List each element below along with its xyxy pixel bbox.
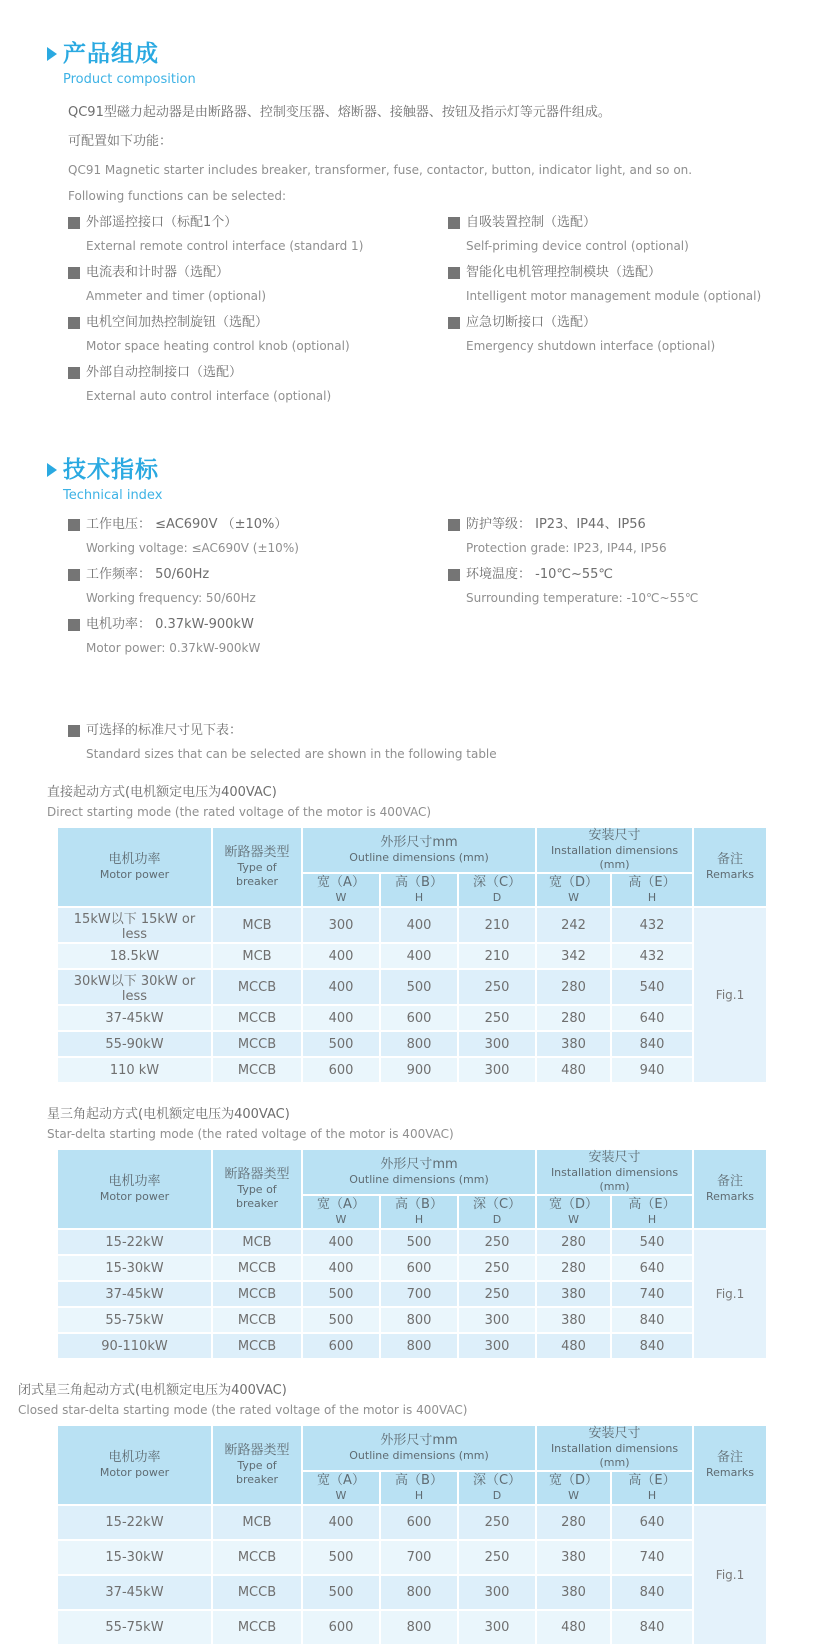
square-bullet-icon [448, 569, 460, 581]
table-header-cell: 宽（A） W [302, 1195, 380, 1229]
remark-cell: Fig.1 [693, 1505, 767, 1645]
square-bullet-icon [68, 317, 80, 329]
table-cell: MCB [212, 1229, 302, 1255]
triangle-bullet-icon [47, 463, 57, 477]
feature-item [448, 566, 830, 606]
table-header-cell: 外形尺寸mm Outline dimensions (mm) [302, 1149, 536, 1195]
feature-item [448, 214, 830, 254]
square-bullet-icon [68, 267, 80, 279]
table-note [68, 722, 830, 762]
table-cell: 37-45kW [57, 1575, 212, 1610]
table-cell: 342 [536, 943, 611, 969]
feature-label-cn: 环境温度： -10℃~55℃ [466, 567, 613, 582]
table-title-cn: 闭式星三角起动方式(电机额定电压为400VAC) [18, 1383, 287, 1398]
table-cell: MCB [212, 943, 302, 969]
table-header-cell: 高（E） H [611, 1471, 693, 1505]
feature-label-cn: 应急切断接口（选配） [466, 315, 597, 330]
feature-label-en: External auto control interface (optional) [86, 389, 332, 403]
table-cell: 500 [302, 1031, 380, 1057]
dimension-table-star-delta [56, 1148, 768, 1360]
square-bullet-icon [68, 569, 80, 581]
table-cell: 210 [458, 943, 536, 969]
feature-label-cn: 电流表和计时器（选配） [86, 265, 230, 280]
table-cell: 500 [302, 1540, 380, 1575]
table-header-cell: 备注 Remarks [693, 1149, 767, 1229]
table-title-en: Star-delta starting mode (the rated voltage of the motor is 400VAC) [47, 1127, 454, 1141]
table-header-cell: 高（B） H [380, 873, 458, 907]
table-cell: 300 [458, 1610, 536, 1645]
feature-item [68, 264, 448, 304]
triangle-bullet-icon [47, 47, 57, 61]
feature-item [68, 616, 448, 656]
table-header-cell: 断路器类型 Type of breaker [212, 1149, 302, 1229]
spec-column-right [448, 516, 830, 666]
feature-label-cn: 自吸装置控制（选配） [466, 215, 597, 230]
table-3-title [18, 1382, 830, 1418]
table-cell: MCCB [212, 1281, 302, 1307]
table-cell: 250 [458, 1505, 536, 1540]
table-note-en: Standard sizes that can be selected are shown in the following table [86, 747, 497, 761]
table-cell: 600 [302, 1610, 380, 1645]
feature-label-cn: 外部遥控接口（标配1个） [86, 215, 238, 230]
table-cell: 400 [302, 1229, 380, 1255]
table-cell: 400 [302, 1505, 380, 1540]
table-row [57, 1005, 767, 1031]
table-header-cell: 宽（A） W [302, 1471, 380, 1505]
table-cell: 380 [536, 1307, 611, 1333]
table-header-cell: 断路器类型 Type of breaker [212, 1425, 302, 1505]
table-cell: 280 [536, 1505, 611, 1540]
table-row [57, 1229, 767, 1255]
table-cell: 500 [302, 1281, 380, 1307]
table-cell: MCCB [212, 969, 302, 1005]
table-row [57, 1333, 767, 1359]
table-header-cell: 安装尺寸 Installation dimensions (mm) [536, 1149, 693, 1195]
table-row [57, 1307, 767, 1333]
table-cell: 840 [611, 1031, 693, 1057]
square-bullet-icon [448, 217, 460, 229]
table-header-cell: 电机功率 Motor power [57, 827, 212, 907]
table-cell: 380 [536, 1575, 611, 1610]
table-cell: MCCB [212, 1610, 302, 1645]
table-cell: 37-45kW [57, 1281, 212, 1307]
table-cell: 300 [458, 1575, 536, 1610]
table-header-cell: 宽（D） W [536, 1471, 611, 1505]
feature-label-cn: 工作电压： ≤AC690V （±10%） [86, 517, 288, 532]
table-cell: 700 [380, 1281, 458, 1307]
table-2-title [47, 1106, 830, 1142]
square-bullet-icon [68, 519, 80, 531]
feature-item [68, 314, 448, 354]
table-header-cell: 备注 Remarks [693, 827, 767, 907]
table-cell: 480 [536, 1610, 611, 1645]
table-cell: 400 [302, 943, 380, 969]
section-product-composition-head [47, 40, 830, 88]
table-cell: 480 [536, 1333, 611, 1359]
table-cell: 400 [302, 969, 380, 1005]
table-cell: 55-90kW [57, 1031, 212, 1057]
dimension-table-closed-star-delta [56, 1424, 768, 1646]
table-cell: MCCB [212, 1057, 302, 1083]
table-cell: 800 [380, 1333, 458, 1359]
table-title-cn: 星三角起动方式(电机额定电压为400VAC) [47, 1107, 290, 1122]
table-cell: 15-22kW [57, 1505, 212, 1540]
intro-line-en: QC91 Magnetic starter includes breaker, transformer, fuse, contactor, button, indicator light, and so on. [68, 163, 693, 177]
table-cell: 500 [302, 1575, 380, 1610]
table-cell: MCCB [212, 1307, 302, 1333]
section-title-cn: 产品组成 [63, 41, 159, 67]
table-header-cell: 高（B） H [380, 1471, 458, 1505]
table-cell: 250 [458, 1229, 536, 1255]
table-cell: 740 [611, 1540, 693, 1575]
table-cell: MCCB [212, 1575, 302, 1610]
feature-column-left [68, 214, 448, 414]
table-row [57, 1255, 767, 1281]
table-cell: 700 [380, 1540, 458, 1575]
table-header-cell: 安装尺寸 Installation dimensions (mm) [536, 1425, 693, 1471]
table-row [57, 943, 767, 969]
table-header-cell: 外形尺寸mm Outline dimensions (mm) [302, 827, 536, 873]
feature-item [68, 516, 448, 556]
table-header-cell: 深（C） D [458, 1471, 536, 1505]
intro-line-cn: QC91型磁力起动器是由断路器、控制变压器、熔断器、接触器、按钮及指示灯等元器件组成。 [68, 105, 611, 120]
table-header-cell: 电机功率 Motor power [57, 1425, 212, 1505]
table-cell: 480 [536, 1057, 611, 1083]
table-cell: 300 [302, 907, 380, 943]
table-cell: 400 [302, 1005, 380, 1031]
table-cell: 250 [458, 1255, 536, 1281]
feature-label-en: Working voltage: ≤AC690V (±10%) [86, 541, 299, 555]
feature-label-en: Surrounding temperature: -10℃~55℃ [466, 591, 699, 605]
remark-cell: Fig.1 [693, 1229, 767, 1359]
square-bullet-icon [448, 317, 460, 329]
table-header-cell: 深（C） D [458, 873, 536, 907]
table-cell: 640 [611, 1505, 693, 1540]
table-cell: 90-110kW [57, 1333, 212, 1359]
table-cell: 18.5kW [57, 943, 212, 969]
table-cell: MCB [212, 907, 302, 943]
section-title-en: Technical index [63, 488, 163, 503]
table-note-cn: 可选择的标准尺寸见下表： [86, 723, 243, 738]
feature-item [448, 314, 830, 354]
square-bullet-icon [448, 267, 460, 279]
table-row [57, 1610, 767, 1645]
square-bullet-icon [68, 367, 80, 379]
section-technical-index-head [47, 456, 830, 504]
feature-label-cn: 电机功率： 0.37kW-900kW [86, 617, 254, 632]
table-cell: 250 [458, 1281, 536, 1307]
feature-item [68, 214, 448, 254]
table-cell: 15-30kW [57, 1540, 212, 1575]
table-header-cell: 电机功率 Motor power [57, 1149, 212, 1229]
table-cell: 380 [536, 1281, 611, 1307]
table-cell: 30kW以下 30kW or less [57, 969, 212, 1005]
table-cell: 110 kW [57, 1057, 212, 1083]
table-header-cell: 高（E） H [611, 1195, 693, 1229]
spec-column-left [68, 516, 448, 666]
table-cell: 640 [611, 1255, 693, 1281]
table-cell: 250 [458, 1005, 536, 1031]
table-cell: 800 [380, 1575, 458, 1610]
table-header-cell: 深（C） D [458, 1195, 536, 1229]
square-bullet-icon [68, 725, 80, 737]
table-header-cell: 外形尺寸mm Outline dimensions (mm) [302, 1425, 536, 1471]
table-cell: 380 [536, 1540, 611, 1575]
table-cell: 600 [302, 1333, 380, 1359]
table-cell: 600 [302, 1057, 380, 1083]
table-cell: 280 [536, 1229, 611, 1255]
intro-line-en: Following functions can be selected: [68, 189, 286, 203]
square-bullet-icon [68, 619, 80, 631]
table-row [57, 1575, 767, 1610]
table-cell: 800 [380, 1307, 458, 1333]
table-cell: 300 [458, 1057, 536, 1083]
table-row [57, 1031, 767, 1057]
spec-columns [68, 516, 830, 666]
feature-item [68, 364, 448, 404]
table-cell: 15kW以下 15kW or less [57, 907, 212, 943]
product-intro [68, 104, 830, 204]
table-cell: 280 [536, 1255, 611, 1281]
table-cell: MCB [212, 1505, 302, 1540]
section-title-en: Product composition [63, 72, 196, 87]
table-cell: 540 [611, 969, 693, 1005]
table-cell: 640 [611, 1005, 693, 1031]
feature-label-en: Self-priming device control (optional) [466, 239, 689, 253]
feature-label-en: External remote control interface (standard 1) [86, 239, 364, 253]
table-cell: 55-75kW [57, 1307, 212, 1333]
table-cell: 540 [611, 1229, 693, 1255]
table-cell: 380 [536, 1031, 611, 1057]
table-cell: 400 [380, 907, 458, 943]
table-header-cell: 宽（D） W [536, 873, 611, 907]
feature-columns [68, 214, 830, 414]
table-cell: 15-22kW [57, 1229, 212, 1255]
feature-label-en: Intelligent motor management module (optional) [466, 289, 762, 303]
table-cell: 280 [536, 969, 611, 1005]
table-cell: 432 [611, 943, 693, 969]
feature-label-cn: 智能化电机管理控制模块（选配） [466, 265, 662, 280]
feature-label-cn: 防护等级： IP23、IP44、IP56 [466, 517, 646, 532]
feature-label-en: Protection grade: IP23, IP44, IP56 [466, 541, 667, 555]
table-cell: 500 [380, 1229, 458, 1255]
table-cell: 840 [611, 1610, 693, 1645]
table-header-cell: 断路器类型 Type of breaker [212, 827, 302, 907]
section-title-cn: 技术指标 [63, 457, 159, 483]
table-cell: MCCB [212, 1333, 302, 1359]
table-header-cell: 高（E） H [611, 873, 693, 907]
table-title-cn: 直接起动方式(电机额定电压为400VAC) [47, 785, 277, 800]
table-cell: 37-45kW [57, 1005, 212, 1031]
table-row [57, 969, 767, 1005]
feature-label-cn: 电机空间加热控制旋钮（选配） [86, 315, 269, 330]
table-cell: 740 [611, 1281, 693, 1307]
table-header-cell: 宽（D） W [536, 1195, 611, 1229]
table-cell: 210 [458, 907, 536, 943]
feature-column-right [448, 214, 830, 414]
table-cell: MCCB [212, 1005, 302, 1031]
feature-label-en: Working frequency: 50/60Hz [86, 591, 256, 605]
feature-item [68, 566, 448, 606]
feature-label-en: Motor space heating control knob (optional) [86, 339, 350, 353]
table-cell: 15-30kW [57, 1255, 212, 1281]
table-cell: 300 [458, 1333, 536, 1359]
feature-label-en: Motor power: 0.37kW-900kW [86, 641, 261, 655]
table-title-en: Direct starting mode (the rated voltage of the motor is 400VAC) [47, 805, 432, 819]
table-header-cell: 高（B） H [380, 1195, 458, 1229]
feature-label-en: Emergency shutdown interface (optional) [466, 339, 716, 353]
table-cell: 300 [458, 1031, 536, 1057]
table-cell: 500 [302, 1307, 380, 1333]
table-cell: 250 [458, 1540, 536, 1575]
table-cell: 400 [302, 1255, 380, 1281]
intro-line-cn: 可配置如下功能： [68, 134, 173, 149]
table-cell: 300 [458, 1307, 536, 1333]
feature-label-cn: 外部自动控制接口（选配） [86, 365, 243, 380]
feature-label-en: Ammeter and timer (optional) [86, 289, 267, 303]
feature-label-cn: 工作频率： 50/60Hz [86, 567, 210, 582]
table-row [57, 1540, 767, 1575]
table-cell: 600 [380, 1005, 458, 1031]
square-bullet-icon [448, 519, 460, 531]
table-cell: 940 [611, 1057, 693, 1083]
table-cell: 280 [536, 1005, 611, 1031]
table-cell: MCCB [212, 1540, 302, 1575]
table-cell: 840 [611, 1333, 693, 1359]
table-header-cell: 安装尺寸 Installation dimensions (mm) [536, 827, 693, 873]
table-cell: 242 [536, 907, 611, 943]
table-row [57, 1057, 767, 1083]
table-cell: 800 [380, 1031, 458, 1057]
table-cell: 800 [380, 1610, 458, 1645]
square-bullet-icon [68, 217, 80, 229]
table-cell: 500 [380, 969, 458, 1005]
table-cell: 55-75kW [57, 1610, 212, 1645]
table-cell: 840 [611, 1307, 693, 1333]
table-header-cell: 备注 Remarks [693, 1425, 767, 1505]
table-cell: 432 [611, 907, 693, 943]
table-row [57, 1281, 767, 1307]
table-cell: MCCB [212, 1031, 302, 1057]
table-cell: 900 [380, 1057, 458, 1083]
table-title-en: Closed star-delta starting mode (the rated voltage of the motor is 400VAC) [18, 1403, 468, 1417]
table-header-cell: 宽（A） W [302, 873, 380, 907]
remark-cell: Fig.1 [693, 907, 767, 1083]
table-cell: 600 [380, 1255, 458, 1281]
table-cell: 400 [380, 943, 458, 969]
table-cell: 600 [380, 1505, 458, 1540]
table-cell: 840 [611, 1575, 693, 1610]
table-row [57, 907, 767, 943]
table-row [57, 1505, 767, 1540]
table-cell: MCCB [212, 1255, 302, 1281]
feature-item [448, 516, 830, 556]
dimension-table-direct-start [56, 826, 768, 1084]
table-cell: 250 [458, 969, 536, 1005]
table-1-title [47, 784, 830, 820]
feature-item [448, 264, 830, 304]
